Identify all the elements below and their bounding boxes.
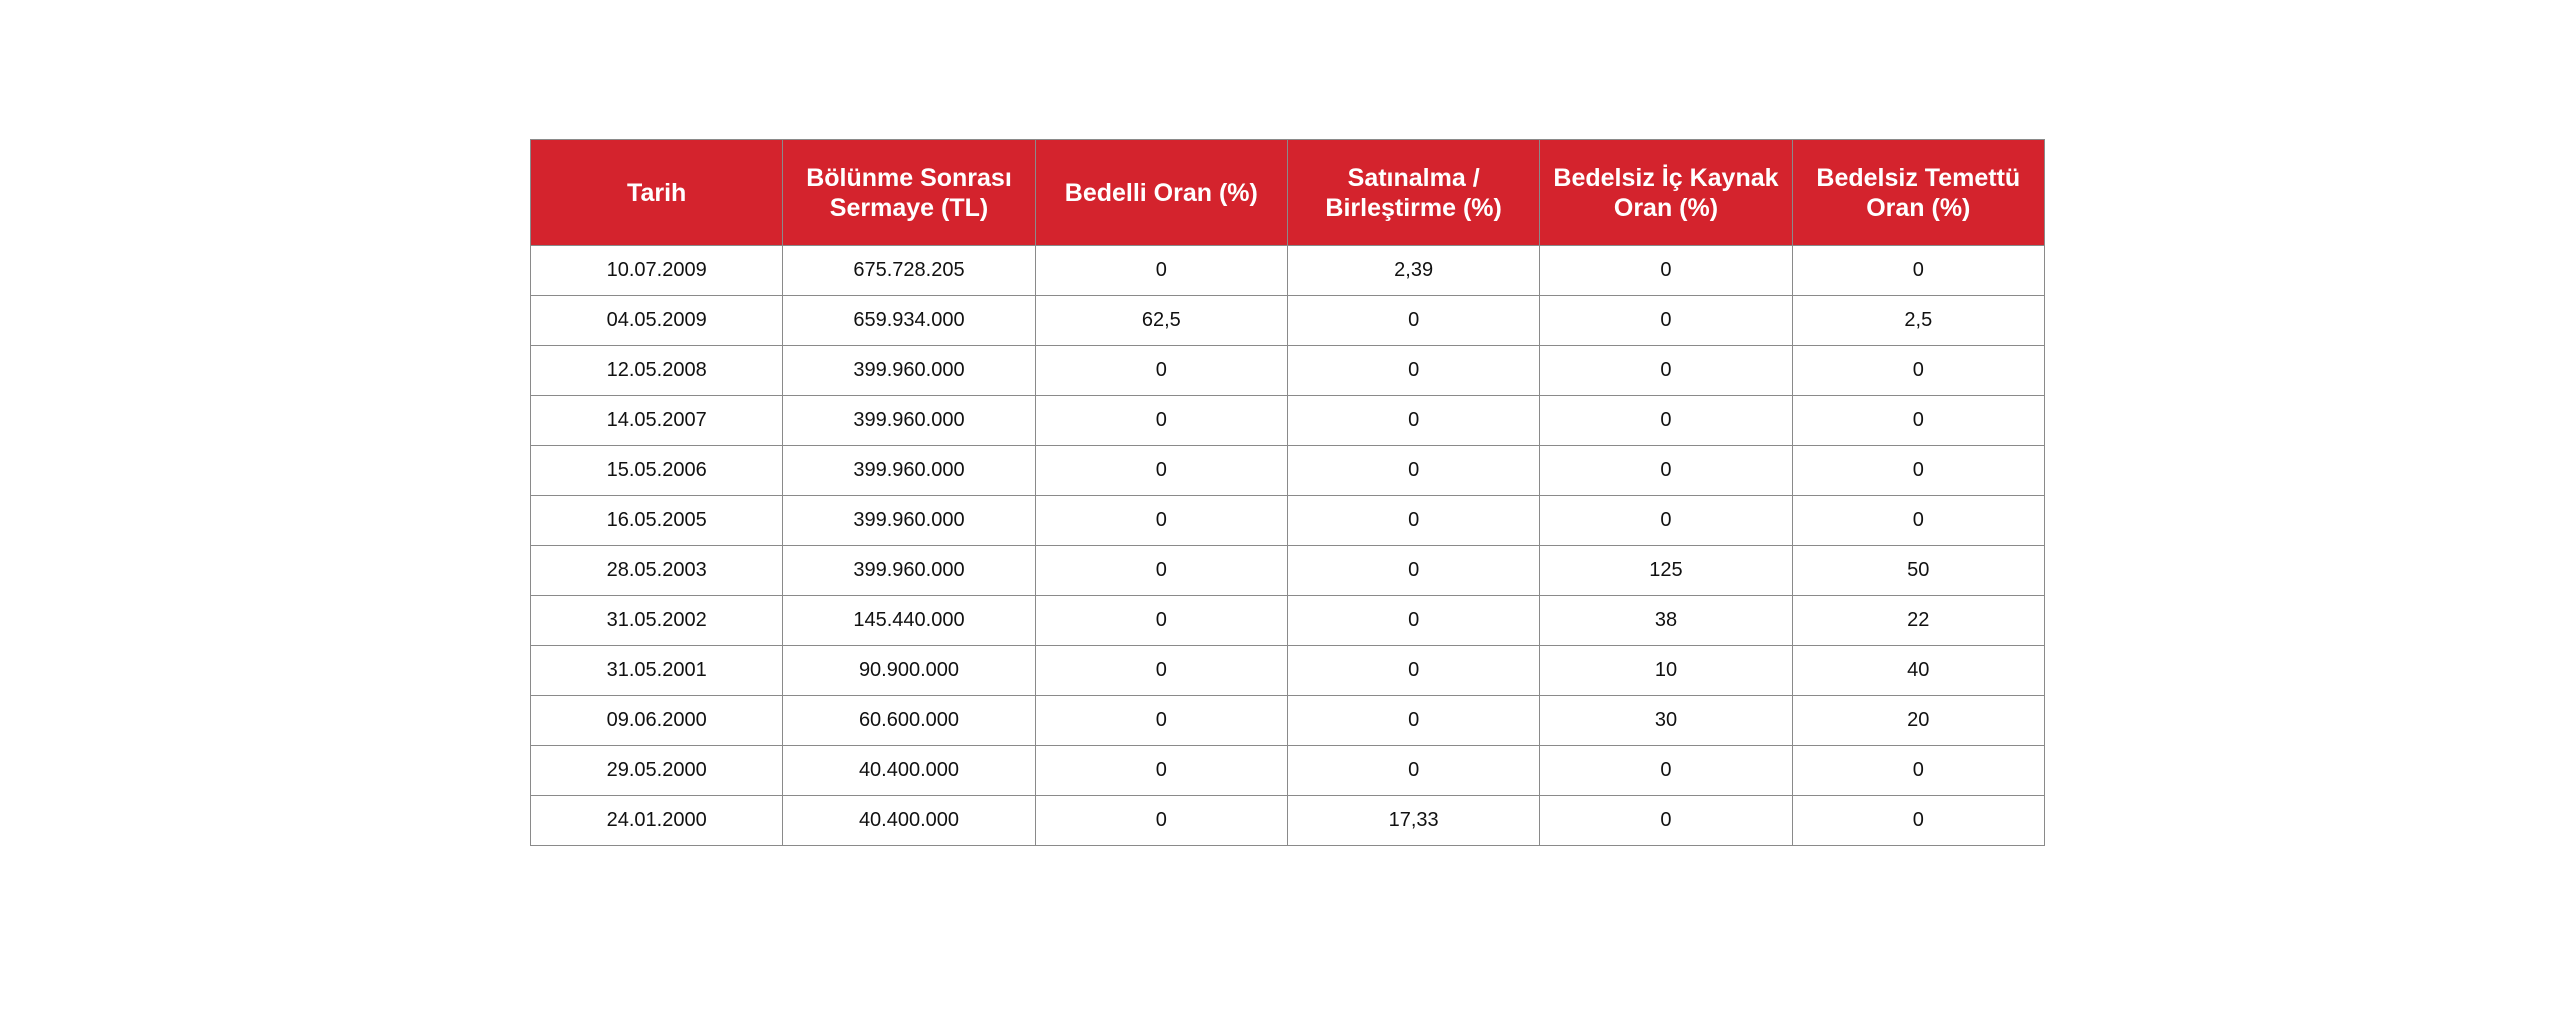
cell-temettu: 20 bbox=[1792, 696, 2044, 746]
table-row bbox=[531, 396, 2045, 446]
capital-history-table-wrapper bbox=[530, 139, 2044, 846]
table-row bbox=[531, 246, 2045, 296]
table-row bbox=[531, 296, 2045, 346]
cell-sermaye: 40.400.000 bbox=[783, 796, 1035, 846]
cell-ic-kaynak: 0 bbox=[1540, 396, 1792, 446]
cell-temettu: 0 bbox=[1792, 396, 2044, 446]
cell-satinalma: 17,33 bbox=[1287, 796, 1539, 846]
cell-ic-kaynak: 0 bbox=[1540, 746, 1792, 796]
cell-bedelli-oran: 62,5 bbox=[1035, 296, 1287, 346]
header-label: Bedelli Oran (%) bbox=[1064, 178, 1258, 207]
cell-ic-kaynak: 0 bbox=[1540, 446, 1792, 496]
cell-ic-kaynak: 0 bbox=[1540, 346, 1792, 396]
table-row bbox=[531, 746, 2045, 796]
cell-sermaye: 399.960.000 bbox=[783, 396, 1035, 446]
cell-bedelli-oran: 0 bbox=[1035, 746, 1287, 796]
cell-sermaye: 90.900.000 bbox=[783, 646, 1035, 696]
table-row bbox=[531, 346, 2045, 396]
cell-temettu: 2,5 bbox=[1792, 296, 2044, 346]
cell-tarih: 24.01.2000 bbox=[531, 796, 783, 846]
cell-bedelli-oran: 0 bbox=[1035, 346, 1287, 396]
cell-temettu: 0 bbox=[1792, 446, 2044, 496]
cell-temettu: 50 bbox=[1792, 546, 2044, 596]
cell-sermaye: 399.960.000 bbox=[783, 446, 1035, 496]
cell-temettu: 40 bbox=[1792, 646, 2044, 696]
cell-satinalma: 0 bbox=[1287, 296, 1539, 346]
cell-ic-kaynak: 30 bbox=[1540, 696, 1792, 746]
table-row bbox=[531, 696, 2045, 746]
cell-sermaye: 659.934.000 bbox=[783, 296, 1035, 346]
cell-ic-kaynak: 0 bbox=[1540, 796, 1792, 846]
cell-tarih: 28.05.2003 bbox=[531, 546, 783, 596]
cell-tarih: 12.05.2008 bbox=[531, 346, 783, 396]
cell-sermaye: 60.600.000 bbox=[783, 696, 1035, 746]
cell-tarih: 15.05.2006 bbox=[531, 446, 783, 496]
cell-satinalma: 0 bbox=[1287, 596, 1539, 646]
header-label: Satınalma / Birleştirme (%) bbox=[1325, 163, 1502, 222]
table-row bbox=[531, 646, 2045, 696]
header-bedelli-oran bbox=[1035, 140, 1287, 246]
cell-satinalma: 0 bbox=[1287, 496, 1539, 546]
cell-ic-kaynak: 0 bbox=[1540, 496, 1792, 546]
cell-ic-kaynak: 0 bbox=[1540, 296, 1792, 346]
cell-bedelli-oran: 0 bbox=[1035, 546, 1287, 596]
cell-tarih: 29.05.2000 bbox=[531, 746, 783, 796]
header-label: Bedelsiz Temettü Oran (%) bbox=[1816, 163, 2021, 222]
table-header bbox=[531, 140, 2045, 246]
cell-ic-kaynak: 38 bbox=[1540, 596, 1792, 646]
table-row bbox=[531, 496, 2045, 546]
header-label: Bölünme Sonrası Sermaye (TL) bbox=[806, 163, 1012, 222]
header-label: Tarih bbox=[627, 178, 687, 207]
cell-bedelli-oran: 0 bbox=[1035, 446, 1287, 496]
cell-temettu: 0 bbox=[1792, 346, 2044, 396]
cell-satinalma: 0 bbox=[1287, 746, 1539, 796]
cell-sermaye: 399.960.000 bbox=[783, 546, 1035, 596]
header-row bbox=[531, 140, 2045, 246]
cell-tarih: 14.05.2007 bbox=[531, 396, 783, 446]
table-row bbox=[531, 596, 2045, 646]
cell-sermaye: 145.440.000 bbox=[783, 596, 1035, 646]
header-label: Bedelsiz İç Kaynak Oran (%) bbox=[1553, 163, 1779, 222]
cell-satinalma: 0 bbox=[1287, 396, 1539, 446]
cell-satinalma: 0 bbox=[1287, 546, 1539, 596]
header-tarih bbox=[531, 140, 783, 246]
cell-bedelli-oran: 0 bbox=[1035, 596, 1287, 646]
header-sermaye bbox=[783, 140, 1035, 246]
cell-bedelli-oran: 0 bbox=[1035, 246, 1287, 296]
cell-sermaye: 40.400.000 bbox=[783, 746, 1035, 796]
cell-satinalma: 0 bbox=[1287, 446, 1539, 496]
cell-satinalma: 2,39 bbox=[1287, 246, 1539, 296]
cell-tarih: 09.06.2000 bbox=[531, 696, 783, 746]
header-bedelsiz-temettu bbox=[1792, 140, 2044, 246]
header-bedelsiz-ic-kaynak bbox=[1540, 140, 1792, 246]
table-row bbox=[531, 796, 2045, 846]
cell-sermaye: 399.960.000 bbox=[783, 346, 1035, 396]
cell-temettu: 0 bbox=[1792, 746, 2044, 796]
cell-sermaye: 399.960.000 bbox=[783, 496, 1035, 546]
cell-bedelli-oran: 0 bbox=[1035, 696, 1287, 746]
table-row bbox=[531, 546, 2045, 596]
cell-temettu: 22 bbox=[1792, 596, 2044, 646]
cell-bedelli-oran: 0 bbox=[1035, 796, 1287, 846]
cell-bedelli-oran: 0 bbox=[1035, 496, 1287, 546]
cell-temettu: 0 bbox=[1792, 796, 2044, 846]
table-row bbox=[531, 446, 2045, 496]
cell-tarih: 10.07.2009 bbox=[531, 246, 783, 296]
cell-bedelli-oran: 0 bbox=[1035, 396, 1287, 446]
cell-ic-kaynak: 0 bbox=[1540, 246, 1792, 296]
cell-ic-kaynak: 125 bbox=[1540, 546, 1792, 596]
cell-sermaye: 675.728.205 bbox=[783, 246, 1035, 296]
cell-tarih: 04.05.2009 bbox=[531, 296, 783, 346]
cell-tarih: 31.05.2002 bbox=[531, 596, 783, 646]
cell-temettu: 0 bbox=[1792, 246, 2044, 296]
cell-bedelli-oran: 0 bbox=[1035, 646, 1287, 696]
header-satinalma-birlestirme bbox=[1287, 140, 1539, 246]
cell-tarih: 31.05.2001 bbox=[531, 646, 783, 696]
capital-history-table bbox=[530, 139, 2045, 846]
cell-satinalma: 0 bbox=[1287, 646, 1539, 696]
cell-ic-kaynak: 10 bbox=[1540, 646, 1792, 696]
cell-temettu: 0 bbox=[1792, 496, 2044, 546]
cell-tarih: 16.05.2005 bbox=[531, 496, 783, 546]
table-body bbox=[531, 246, 2045, 846]
cell-satinalma: 0 bbox=[1287, 346, 1539, 396]
cell-satinalma: 0 bbox=[1287, 696, 1539, 746]
